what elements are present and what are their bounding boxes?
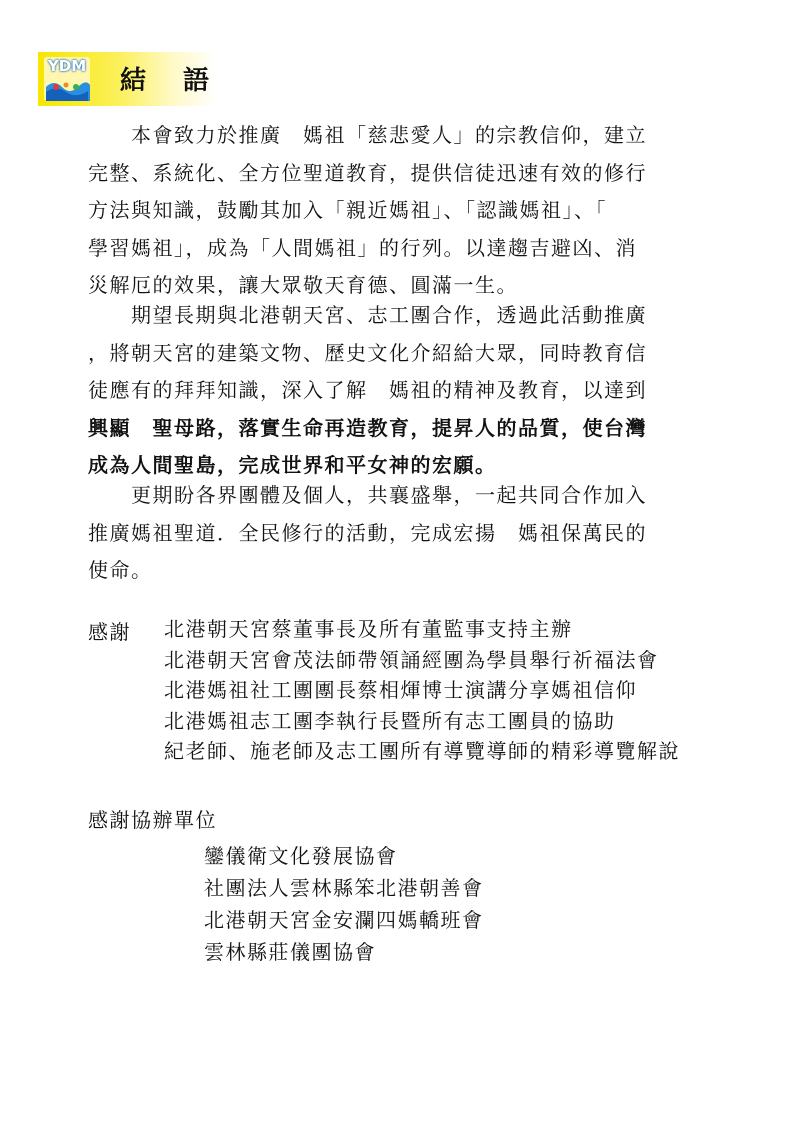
paragraph-line: 方法與知識，鼓勵其加入「親近媽祖」、「認識媽祖」、「 [88, 198, 607, 222]
paragraph-2 [88, 297, 728, 485]
co-organizer-item: 北港朝天宮金安瀾四媽轎班會 [204, 908, 484, 932]
thanks-item: 北港朝天宮蔡董事長及所有董監事支持主辦 [164, 617, 573, 641]
thanks-item: 北港媽祖志工團李執行長暨所有志工團員的協助 [164, 708, 616, 733]
thanks-item: 北港朝天宮會茂法師帶領誦經團為學員舉行祈福法會 [164, 647, 659, 672]
co-organizer-item: 鑾儀衛文化發展協會 [204, 844, 398, 868]
paragraph-3 [88, 477, 728, 590]
paragraph-line: 完整、系統化、全方位聖道教育，提供信徒迅速有效的修行 [88, 160, 647, 185]
thanks-label: 感謝 [88, 620, 131, 644]
paragraph-line-bold: 興顯 聖母路，落實生命再造教育，提昇人的品質，使台灣 [88, 415, 647, 440]
paragraph-line: 徒應有的拜拜知識，深入了解 媽祖的精神及教育，以達到 [88, 378, 647, 402]
paragraph-line: 期望長期與北港朝天宮、志工團合作，透過此活動推廣 [88, 303, 647, 327]
ydm-logo [44, 57, 90, 101]
co-organizer-item: 社團法人雲林縣笨北港朝善會 [204, 876, 484, 900]
co-organizers-label: 感謝協辦單位 [88, 808, 217, 832]
paragraph-line: 學習媽祖」，成為「人間媽祖」的行列。以達趨吉避凶、消 [88, 235, 637, 260]
thanks-item: 紀老師、施老師及志工團所有導覽導師的精彩導覽解說 [164, 739, 680, 763]
page-title: 結 語 [120, 66, 224, 96]
co-organizer-item: 雲林縣莊儀團協會 [204, 940, 376, 964]
paragraph-line: 災解厄的效果，讓大眾敬天育德、圓滿一生。 [88, 273, 518, 297]
paragraph-line: 本會致力於推廣 媽祖「慈悲愛人」的宗教信仰，建立 [88, 123, 647, 147]
paragraph-line: 使命。 [88, 558, 153, 582]
thanks-item: 北港媽祖社工團團長蔡相煇博士演講分享媽祖信仰 [164, 678, 637, 702]
paragraph-line: ，將朝天宮的建築文物、歷史文化介紹給大眾，同時教育信 [88, 340, 647, 365]
co-organizers-list [204, 840, 484, 968]
paragraph-line-bold: 成為人間聖島，完成世界和平女神的宏願。 [88, 453, 497, 477]
paragraph-line: 更期盼各界團體及個人，共襄盛舉，一起共同合作加入 [88, 483, 647, 507]
thanks-list [164, 614, 680, 767]
paragraph-1 [88, 117, 728, 305]
logo-text: YDM [47, 57, 87, 75]
paragraph-line: 推廣媽祖聖道．全民修行的活動，完成宏揚 媽祖保萬民的 [88, 520, 647, 545]
